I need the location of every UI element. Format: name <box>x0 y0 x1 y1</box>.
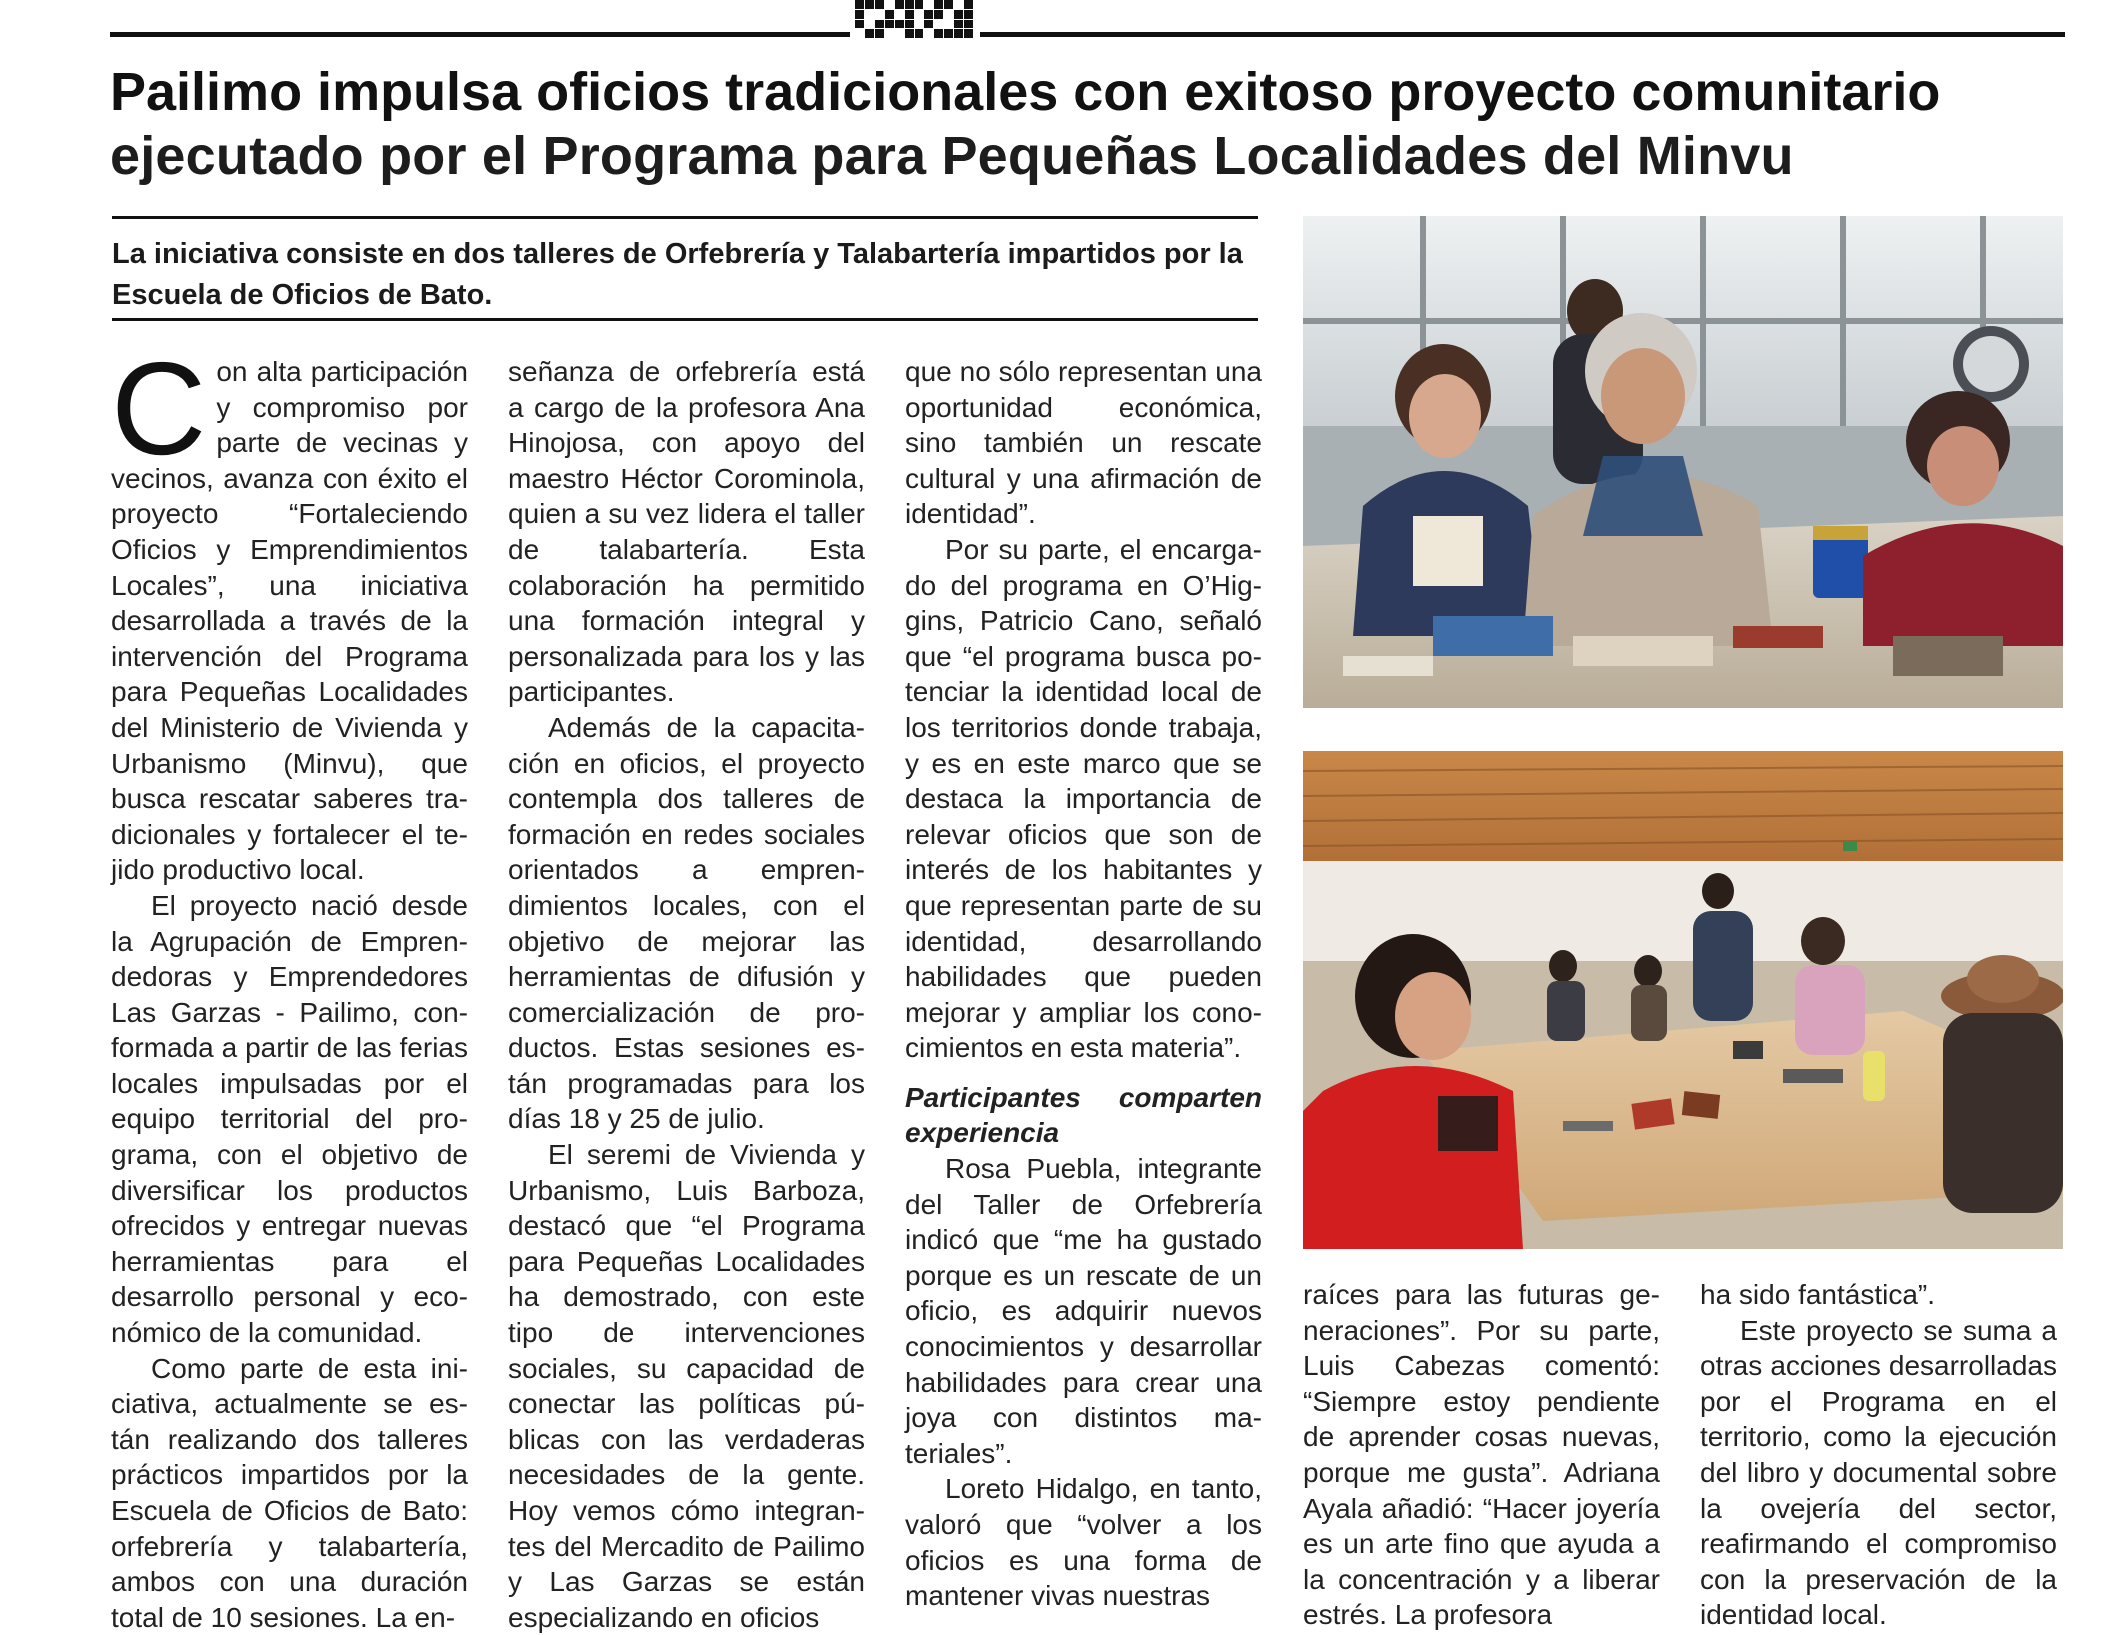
top-rule-right <box>980 32 2065 37</box>
article-column-5 <box>1700 1277 2057 1633</box>
photo-workshop-crafting <box>1303 216 2063 708</box>
column3-paragraph-2: Por su parte, el encargado del programa en O’Higgins, Patricio Cano, señaló que “el programa busca potenciar la identidad local de los territorios donde trabaja, y es en este marco que se destaca la importancia de relevar oficios que son de interés de los habitantes y que representan parte de su identidad, desarrollando habilidades que pueden mejorar y ampliar los conocimientos en esta materia”. <box>905 533 1262 1064</box>
column2-paragraph-1: señanza de orfebrería está a cargo de la profesora Ana Hinojosa, con apoyo del maestro Héctor Corominola, quien a su vez lidera el taller de talabartería. Esta colaboración ha permitido una formación integral y personalizada para los y las participantes. <box>508 356 865 708</box>
column3-paragraph-4: Loreto Hidalgo, en tanto, valoró que “volver a los oficios es una forma de mantener vivas nuestras <box>905 1473 1262 1612</box>
column1-paragraph-1: Con alta participación y compromiso por parte de vecinas y vecinos, avanza con éxito el proyecto “Fortaleciendo Oficios y Emprendimientos Locales”, una iniciativa desarrollada a través de la intervención del Programa para Pequeñas Localidades del Ministerio de Vivienda y Urbanismo (Minvu), que busca rescatar saberes tradicionales y fortalecer el tejido productivo local. <box>111 335 468 886</box>
deck-rule-top <box>112 216 1258 219</box>
deck-subtitle: La iniciativa consiste en dos talleres de Orfebrería y Talabartería impartidos por la Escuela de Oficios de Bato. <box>112 238 1243 311</box>
article-column-1 <box>111 335 468 1635</box>
section-subheading: Participantes comparten experiencia <box>905 1081 1262 1149</box>
column3-paragraph-3: Rosa Puebla, integrante del Taller de Orfebrería indicó que “me ha gustado porque es un rescate de un oficio, es adquirir nuevos conocimientos y desarrollar habilidades para crear una joya con distintos materiales”. <box>905 1153 1262 1469</box>
headline-line1: Pailimo impulsa oficios tradicionales con exitoso proyecto comunitario <box>110 62 1941 122</box>
photo-workshop-crafting-image <box>1303 216 2063 708</box>
article-column-3 <box>905 354 1262 1614</box>
column1-paragraph-2: El proyecto nació desde la Agrupación de Emprendedoras y Emprendedores Las Garzas - Pailimo, conformada a partir de las ferias locales impulsadas por el equipo territorial del programa, con el objetivo de diversificar los productos ofrecidos y entregar nuevas herramientas para el desarrollo personal y económico de la comunidad. <box>111 889 468 1349</box>
column5-paragraph-1: ha sido fantástica”. <box>1700 1279 1936 1310</box>
drop-cap: C <box>111 335 207 482</box>
photo-workshop-room-image <box>1303 751 2063 1249</box>
column5-paragraph-2: Este proyecto se suma a otras acciones desarrolladas por el Programa en el territorio, como la ejecución del libro y documental sobre la ovejería del sector, reafirmando el compromiso con la preservación de la identidad local. <box>1700 1314 2057 1631</box>
article-column-2 <box>508 354 865 1635</box>
top-rule-left <box>110 32 850 37</box>
photo-workshop-room <box>1303 751 2063 1249</box>
column3-paragraph-1: que no sólo representan una oportunidad económica, sino también un rescate cultural y una afirmación de identidad”. <box>905 356 1262 530</box>
headline-line2: ejecutado por el Programa para Pequeñas Localidades del Minvu <box>110 126 1794 186</box>
qr-code <box>855 0 973 38</box>
column2-paragraph-2: Además de la capacitación en oficios, el proyecto contempla dos talleres de formación en redes sociales orientados a emprendimientos locales, con el objetivo de mejorar las herramientas de difusión y comercialización de productos. Estas sesiones están programadas para los días 18 y 25 de julio. <box>508 711 865 1135</box>
column2-paragraph-3: El seremi de Vivienda y Urbanismo, Luis Barboza, destacó que “el Programa para Pequeñas Localidades ha demostrado, con este tipo de intervenciones sociales, su capacidad de conectar las políticas públicas con las verdaderas necesidades de la gente. Hoy vemos cómo integrantes del Mercadito de Pailimo y Las Garzas se están especializando en oficios <box>508 1139 865 1633</box>
article-column-4 <box>1303 1277 1660 1633</box>
column4-paragraph-1: raíces para las futuras generaciones”. Por su parte, Luis Cabezas comentó: “Siempre estoy pendiente de aprender cosas nuevas, porque me gusta”. Adriana Ayala añadió: “Hacer joyería es un arte fino que ayuda a la concentración y a liberar estrés. La profesora <box>1303 1279 1660 1631</box>
deck-rule-bottom <box>112 318 1258 321</box>
column1-paragraph-3: Como parte de esta iniciativa, actualmente se están realizando dos talleres prácticos impartidos por la Escuela de Oficios de Bato: orfebrería y talabartería, ambos con una duración total de 10 sesiones. La en- <box>111 1352 468 1633</box>
